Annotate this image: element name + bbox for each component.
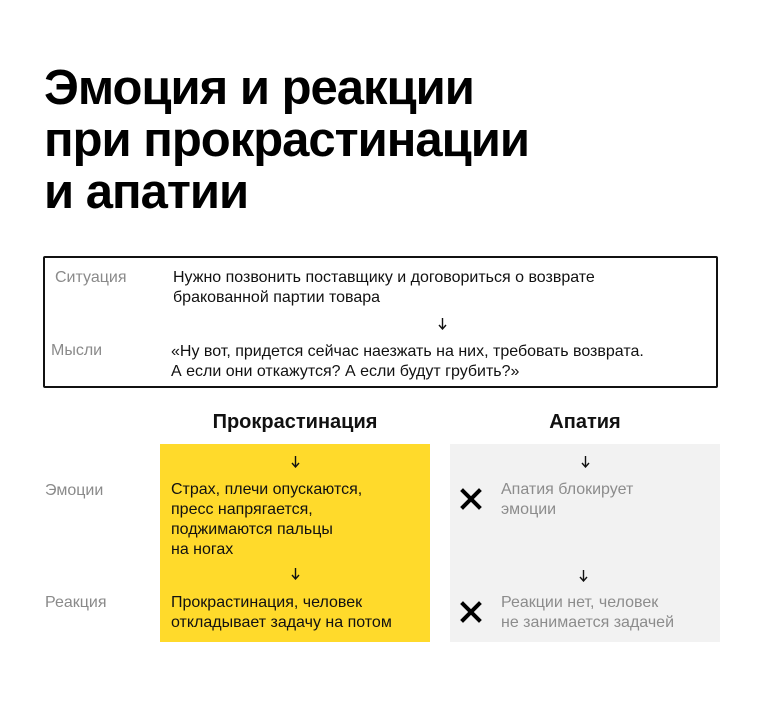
thoughts-text-line-2: А если они откажутся? А если будут грубить?» <box>171 363 520 380</box>
thoughts-text <box>171 342 644 382</box>
title-line-1: Эмоция и реакции <box>44 61 474 115</box>
procrastination-emotions-line: на ногах <box>171 541 234 558</box>
procrastination-emotions-line: пресс напрягается, <box>171 501 313 518</box>
procrastination-emotions-text <box>171 480 362 560</box>
apathy-reaction-line: не занимается задачей <box>501 614 674 631</box>
apathy-reaction-line: Реакции нет, человек <box>501 594 659 611</box>
procrastination-reaction-text <box>171 593 392 633</box>
thoughts-label: Мысли <box>51 342 103 359</box>
apathy-heading: Апатия <box>549 411 621 433</box>
situation-text-line-2: бракованной партии товара <box>173 289 381 306</box>
apathy-emotions-line: эмоции <box>501 501 557 518</box>
title-line-3: и апатии <box>44 165 249 219</box>
procrastination-reaction-line: Прокрастинация, человек <box>171 594 363 611</box>
procrastination-reaction-line: откладывает задачу на потом <box>171 614 392 631</box>
emotions-row-label: Эмоции <box>45 482 104 499</box>
apathy-emotions-line: Апатия блокирует <box>501 481 634 498</box>
cross-icon <box>460 601 482 623</box>
situation-label: Ситуация <box>55 269 127 286</box>
title-line-2: при прокрастинации <box>44 113 530 167</box>
cross-icon <box>460 488 482 510</box>
reaction-row-label: Реакция <box>45 594 107 611</box>
arrow-down-icon <box>291 568 300 580</box>
procrastination-emotions-line: поджимаются пальцы <box>171 521 333 538</box>
arrow-down-icon <box>581 456 590 468</box>
apathy-reaction-text <box>501 593 674 633</box>
arrow-down-icon <box>438 318 447 330</box>
page-title <box>44 62 724 218</box>
procrastination-emotions-line: Страх, плечи опускаются, <box>171 481 363 498</box>
arrow-down-icon <box>291 456 300 468</box>
apathy-emotions-text <box>501 480 633 520</box>
procrastination-heading: Прокрастинация <box>212 411 378 433</box>
thoughts-text-line-1: «Ну вот, придется сейчас наезжать на них, требовать возврата. <box>171 343 644 360</box>
arrow-down-icon <box>579 570 588 582</box>
situation-text <box>173 268 595 308</box>
situation-text-line-1: Нужно позвонить поставщику и договориться о возврате <box>173 269 595 286</box>
